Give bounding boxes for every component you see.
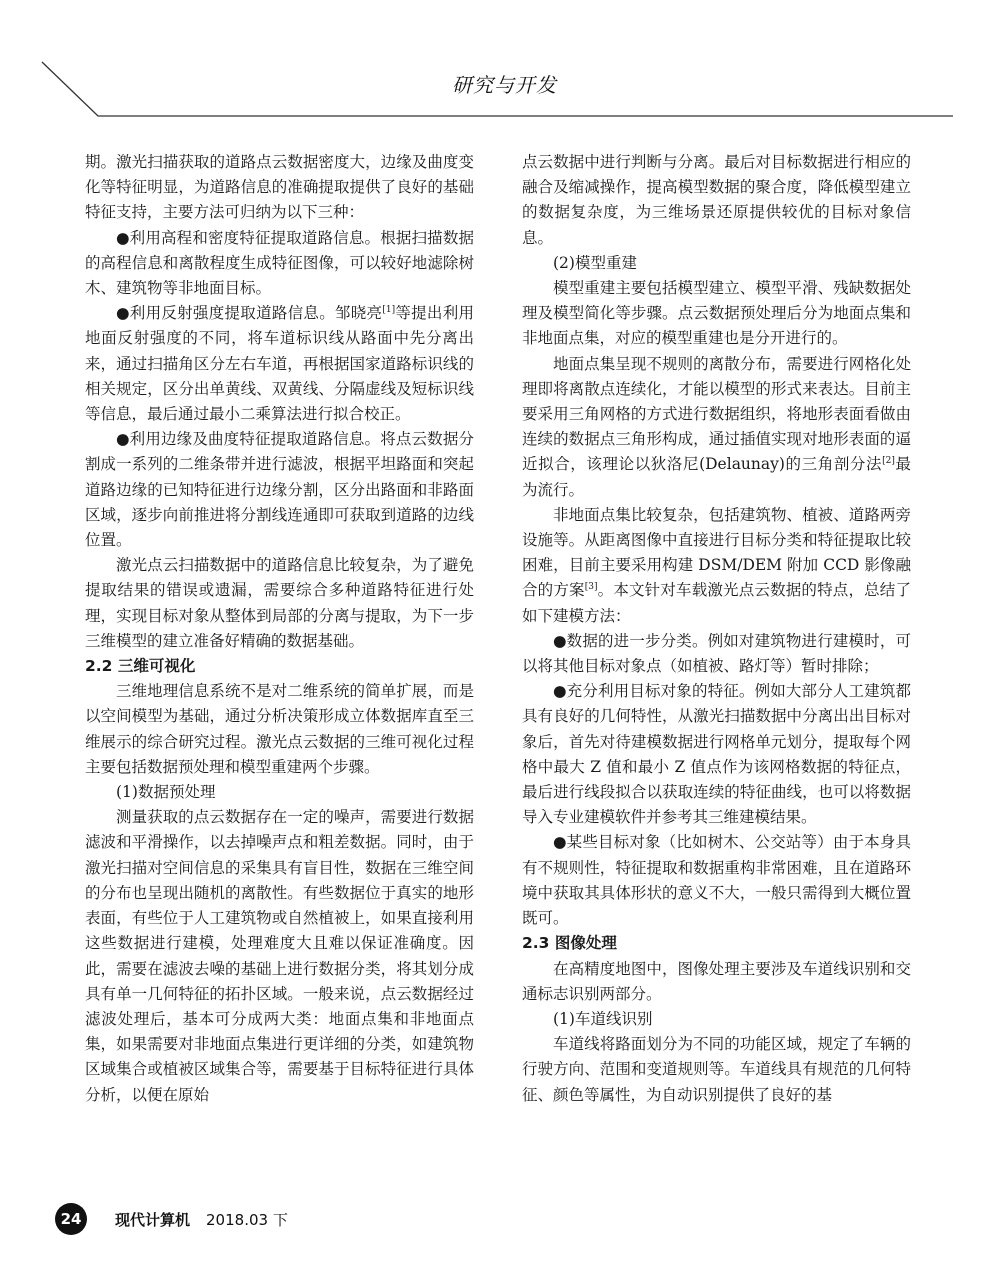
journal-issue: 2018.03 下	[206, 1210, 288, 1229]
paragraph: 地面点集呈现不规则的离散分布，需要进行网格化处理即将离散点连续化，才能以模型的形式来表达。目前主要采用三角网格的方式进行数据组织，将地形表面看做由连续的数据点三角形构成，通过插值实现对地形表面的逼近拟合，该理论以狄洛尼(Delaunay)的三角剖分法[2]最为流行。	[522, 354, 911, 499]
paragraph: (1)车道线识别	[553, 1009, 653, 1028]
paragraph: (1)数据预处理	[116, 783, 216, 802]
paragraph: 三维地理信息系统不是对二维系统的简单扩展，而是以空间模型为基础，通过分析决策形成立体数据库直至三维展示的综合研究过程。激光点云数据的三维可视化过程主要包括数据预处理和模型重建两个步骤。	[85, 682, 474, 776]
paragraph: ●充分利用目标对象的特征。例如大部分人工建筑都具有良好的几何特性，从激光扫描数据中分离出出目标对象后，首先对待建模数据进行网格单元划分，提取每个网格中最大 Z 值和最小 Z 值点作为该网格数据的特征点，最后进行线段拟合以获取连续的特征曲线，也可以将数据导入专业建模软件并参考其三维建模结果。	[522, 682, 911, 827]
paragraph: 点云数据中进行判断与分离。最后对目标数据进行相应的融合及缩减操作，提高模型数据的聚合度，降低模型建立的数据复杂度，为三维场景还原提供较优的目标对象信息。	[522, 153, 911, 247]
paragraph: ●利用边缘及曲度特征提取道路信息。将点云数据分割成一系列的二维条带并进行滤波，根据平坦路面和突起道路边缘的已知特征进行边缘分割，区分出路面和非路面区域，逐步向前推进将分割线连通即可获取到道路的边线位置。	[85, 430, 474, 550]
page-footer	[55, 1202, 288, 1236]
section-heading: 2.2 三维可视化	[85, 657, 196, 676]
left-text-column	[85, 150, 474, 1108]
paragraph: 激光点云扫描数据中的道路信息比较复杂，为了避免提取结果的错误或遗漏，需要综合多种道路特征进行处理，实现目标对象从整体到局部的分离与提取，为下一步三维模型的建立准备好精确的数据基础。	[85, 556, 474, 650]
citation-marker: [2]	[882, 456, 895, 467]
paragraph: 在高精度地图中，图像处理主要涉及车道线识别和交通标志识别两部分。	[522, 959, 911, 1003]
paragraph: 测量获取的点云数据存在一定的噪声，需要进行数据滤波和平滑操作，以去掉噪声点和粗差数据。同时，由于激光扫描对空间信息的采集具有盲目性，数据在三维空间的分布也呈现出随机的离散性。有些数据位于真实的地形表面，有些位于人工建筑物或自然植被上，如果直接利用这些数据进行建模，处理难度大且难以保证准确度。因此，需要在滤波去噪的基础上进行数据分类，将其划分成具有单一几何特征的拓扑区域。一般来说，点云数据经过滤波处理后，基本可分成两大类：地面点集和非地面点集，如果需要对非地面点集进行更详细的分类，如建筑物区域集合或植被区域集合等，需要基于目标特征进行具体分析，以便在原始	[85, 808, 474, 1104]
running-header-title: 研究与开发	[452, 73, 557, 97]
citation-marker: [1]	[382, 305, 396, 316]
paragraph: ●利用高程和密度特征提取道路信息。根据扫描数据的高程信息和离散程度生成特征图像，可以较好地滤除树木、建筑物等非地面目标。	[85, 228, 474, 298]
paragraph: 模型重建主要包括模型建立、模型平滑、残缺数据处理及模型简化等步骤。点云数据预处理后分为地面点集和非地面点集，对应的模型重建也是分开进行的。	[522, 279, 911, 348]
citation-marker: [3]	[584, 582, 598, 593]
paragraph: ●数据的进一步分类。例如对建筑物进行建模时，可以将其他目标对象点（如植被、路灯等）暂时排除；	[522, 631, 911, 676]
right-text-column	[522, 150, 911, 1108]
paragraph: ●利用反射强度提取道路信息。邹晓亮[1]等提出利用地面反射强度的不同，将车道标识线从路面中先分离出来，通过扫描角区分左右车道，再根据国家道路标识线的相关规定，区分出单黄线、双黄线、分隔虚线及短标识线等信息，最后通过最小二乘算法进行拟合校正。	[85, 304, 474, 424]
page-number-badge: 24	[55, 1203, 87, 1235]
paragraph: ●某些目标对象（比如树木、公交站等）由于本身具有不规则性，特征提取和数据重构非常困难，且在道路环境中获取其具体形状的意义不大，一般只需得到大概位置既可。	[522, 833, 911, 928]
header-rule	[0, 0, 997, 130]
paragraph: 期。激光扫描获取的道路点云数据密度大，边缘及曲度变化等特征明显，为道路信息的准确提取提供了良好的基础特征支持，主要方法可归纳为以下三种：	[85, 153, 474, 222]
section-heading: 2.3 图像处理	[522, 934, 617, 953]
paragraph: (2)模型重建	[553, 253, 637, 272]
paragraph: 非地面点集比较复杂，包括建筑物、植被、道路两旁设施等。从距离图像中直接进行目标分类和特征提取比较困难，目前主要采用构建 DSM/DEM 附加 CCD 影像融合的方案[3]。本文针对车载激光点云数据的特点，总结了如下建模方法：	[522, 505, 911, 625]
journal-name: 现代计算机	[115, 1210, 191, 1229]
paragraph: 车道线将路面划分为不同的功能区域，规定了车辆的行驶方向、范围和变道规则等。车道线具有规范的几何特征、颜色等属性，为自动识别提供了良好的基	[522, 1035, 911, 1104]
